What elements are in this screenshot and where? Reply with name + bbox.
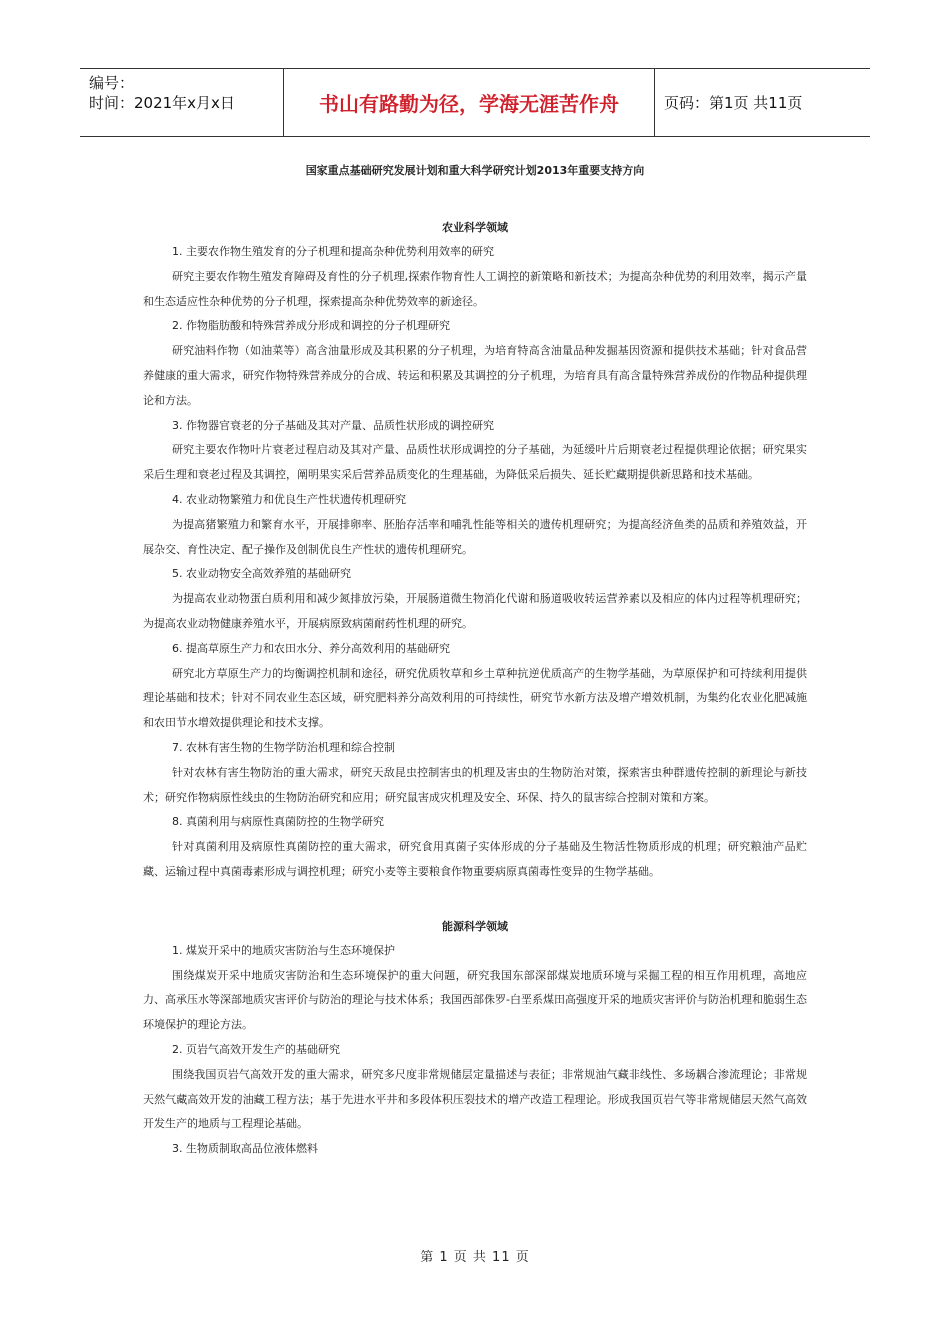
document-body <box>143 160 807 1162</box>
item-title: 1. 煤炭开采中的地质灾害防治与生态环境保护 <box>172 943 395 957</box>
item-title: 1. 主要农作物生殖发育的分子机理和提高杂种优势利用效率的研究 <box>172 245 494 258</box>
item-title: 6. 提高草原生产力和农田水分、养分高效利用的基础研究 <box>172 641 450 655</box>
item-paragraph: 围绕煤炭开采中地质灾害防治和生态环境保护的重大问题，研究我国东部深部煤炭地质环境与采掘工程的相互作用机理，高地应力、高承压水等深部地质灾害评价与防治的理论与技术体系；我国西部侏罗-白垩系煤田高强度开采的地质灾害评价与防治机理和脆弱生态环境保护的理论方法。 <box>143 968 807 1032</box>
document-date: 时间：2021年x月x日 <box>89 94 235 112</box>
item-title: 3. 生物质制取高品位液体燃料 <box>172 1142 318 1156</box>
item-paragraph: 针对农林有害生物防治的重大需求，研究天敌昆虫控制害虫的机理及害虫的生物防治对策，探索害虫种群遗传控制的新理论与新技术；研究作物病原性线虫的生物防治研究和应用；研究鼠害成灾机理及安全、环保、持久的鼠害综合控制对策和方案。 <box>143 765 807 804</box>
header-meta <box>80 69 283 136</box>
item-paragraph: 围绕我国页岩气高效开发的重大需求，研究多尺度非常规储层定量描述与表征；非常规油气藏非线性、多场耦合渗流理论；非常规天然气藏高效开发的油藏工程方法；基于先进水平井和多段体积压裂技术的增产改造工程理论。形成我国页岩气等非常规储层天然气高效开发生产的地质与工程理论基础。 <box>143 1067 807 1131</box>
item-paragraph: 研究油料作物（如油菜等）高含油量形成及其积累的分子机理，为培育特高含油量品种发掘基因资源和提供技术基础；针对食品营养健康的重大需求，研究作物特殊营养成分的合成、转运和积累及其调控的分子机理，为培育具有高含量特殊营养成份的作物品种提供理论和方法。 <box>143 344 807 407</box>
document-title: 国家重点基础研究发展计划和重大科学研究计划2013年重要支持方向 <box>305 164 645 177</box>
document-number-label: 编号： <box>89 74 135 92</box>
item-paragraph: 为提高猪繁殖力和繁育水平，开展排卵率、胚胎存活率和哺乳性能等相关的遗传机理研究；为提高经济鱼类的品质和养殖效益，开展杂交、育性决定、配子操作及创制优良生产性状的遗传机理研究。 <box>143 517 807 556</box>
item-title: 8. 真菌利用与病原性真菌防控的生物学研究 <box>172 815 384 829</box>
item-title: 7. 农林有害生物的生物学防治机理和综合控制 <box>172 740 395 754</box>
item-paragraph: 针对真菌利用及病原性真菌防控的重大需求，研究食用真菌子实体形成的分子基础及生物活性物质形成的机理；研究粮油产品贮藏、运输过程中真菌毒素形成与调控机理；研究小麦等主要粮食作物重要病原真菌毒性变异的生物学基础。 <box>143 840 807 878</box>
item-paragraph: 研究主要农作物叶片衰老过程启动及其对产量、品质性状形成调控的分子基础，为延缓叶片后期衰老过程提供理论依据；研究果实采后生理和衰老过程及其调控，阐明果实采后营养品质变化的生理基础，为降低采后损失、延长贮藏期提供新思路和技术基础。 <box>143 443 807 482</box>
item-title: 3. 作物器官衰老的分子基础及其对产量、品质性状形成的调控研究 <box>172 418 494 432</box>
item-title: 4. 农业动物繁殖力和优良生产性状遗传机理研究 <box>172 492 406 506</box>
item-paragraph: 研究主要农作物生殖发育障碍及育性的分子机理,探索作物育性人工调控的新策略和新技术；为提高杂种优势的利用效率，揭示产量和生态适应性杂种优势的分子机理，探索提高杂种优势效率的新途径。 <box>143 269 807 308</box>
item-paragraph: 为提高农业动物蛋白质利用和减少氮排放污染，开展肠道微生物消化代谢和肠道吸收转运营养素以及相应的体内过程等机理研究；为提高农业动物健康养殖水平，开展病原致病菌耐药性机理的研究。 <box>143 592 807 630</box>
item-title: 2. 作物脂肪酸和特殊营养成分形成和调控的分子机理研究 <box>172 319 450 333</box>
header-page-info: 页码：第1页 共11页 <box>664 94 803 112</box>
item-paragraph: 研究北方草原生产力的均衡调控机制和途径，研究优质牧草和乡土草种抗逆优质高产的生物学基础，为草原保护和可持续利用提供理论基础和技术；针对不同农业生态区域，研究肥料养分高效利用的可持续性，研究节水新方法及增产增效机制，为集约化农业化肥减施和农田节水增效提供理论和技术支撑。 <box>143 666 807 730</box>
page-header <box>80 68 870 137</box>
header-motto: 书山有路勤为径，学海无涯苦作舟 <box>283 69 655 136</box>
item-title: 2. 页岩气高效开发生产的基础研究 <box>172 1042 340 1056</box>
page-footer: 第 1 页 共 11 页 <box>420 1250 530 1265</box>
item-title: 5. 农业动物安全高效养殖的基础研究 <box>172 567 351 581</box>
section-title-energy: 能源科学领域 <box>442 919 508 933</box>
section-title-agriculture: 农业科学领域 <box>442 221 508 234</box>
